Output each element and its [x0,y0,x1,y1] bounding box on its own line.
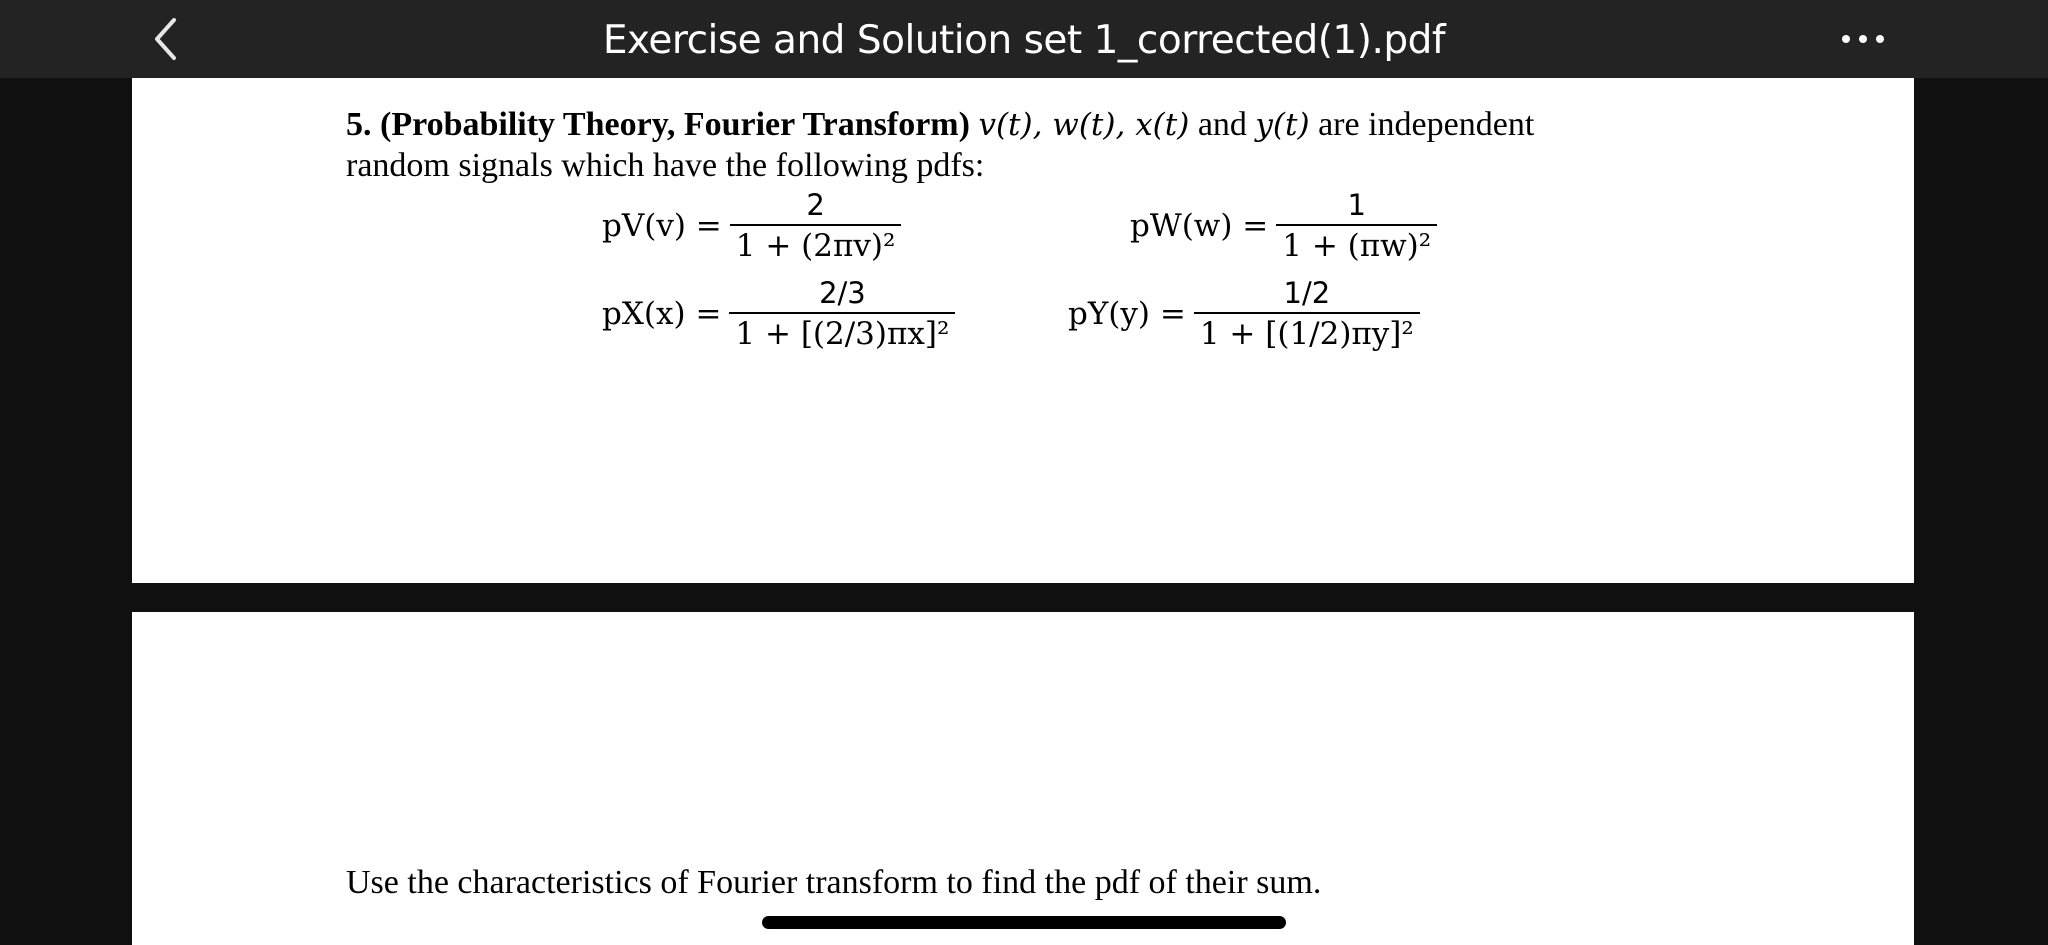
equation-pv [602,188,901,264]
equation-px [602,276,955,352]
question-and: and [1197,106,1247,143]
question-last-signal: y(t) [1255,107,1310,143]
equation-py-denominator: 1 + [(1/2)πy]² [1199,316,1414,352]
equation-px-lhs: pX(x) = [602,296,722,332]
instruction-text: Use the characteristics of Fourier transform to find the pdf of their sum. [346,864,1322,901]
equation-pv-lhs: pV(v) = [602,208,722,244]
more-options-button[interactable] [1838,26,1888,52]
document-title: Exercise and Solution set 1_corrected(1).pdf [602,18,1446,63]
ellipsis-icon [1838,26,1888,52]
equation-pv-denominator: 1 + (2πv)² [735,228,896,264]
equation-py-lhs: pY(y) = [1068,296,1186,332]
equation-px-fraction [729,276,955,352]
question-line-1 [346,104,1698,146]
equation-px-numerator: 2/3 [819,276,866,310]
equation-pv-numerator: 2 [806,188,825,222]
equation-pw-numerator: 1 [1347,188,1366,222]
pdf-page-1[interactable] [132,78,1914,583]
question-heading: 5. (Probability Theory, Fourier Transform) [346,106,970,143]
pdf-page-2[interactable] [132,612,1914,945]
home-indicator[interactable] [762,916,1286,929]
equation-px-denominator: 1 + [(2/3)πx]² [735,316,950,352]
equation-pw-denominator: 1 + (πw)² [1282,228,1432,264]
question-line-2: random signals which have the following pdfs: [346,147,985,184]
equation-pv-fraction [730,188,902,264]
equation-pw-fraction [1276,188,1437,264]
equation-py-numerator: 1/2 [1283,276,1331,310]
question-tail: are independent [1318,106,1535,143]
navigation-bar [0,0,2048,78]
equation-pw-lhs: pW(w) = [1130,208,1269,244]
equation-py-fraction [1194,276,1420,352]
equation-pw [1130,188,1437,264]
question-signals: v(t), w(t), x(t) [978,107,1190,143]
equation-py [1068,276,1420,352]
